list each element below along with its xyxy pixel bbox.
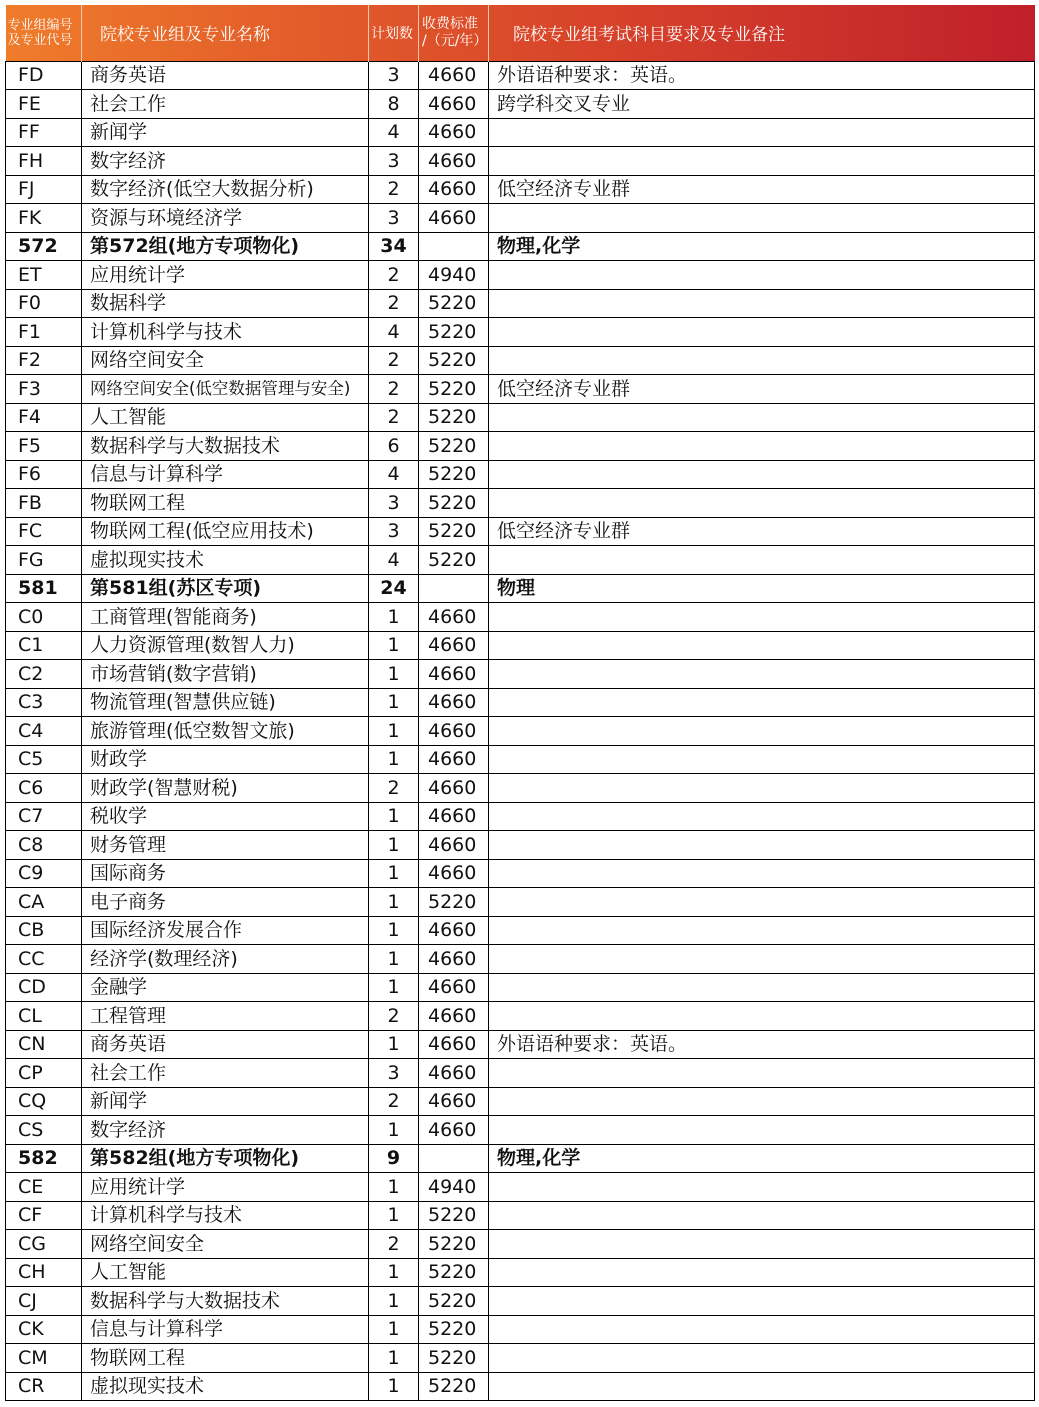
cell-note bbox=[489, 318, 1035, 347]
cell-fee: 5220 bbox=[419, 546, 489, 575]
table-row bbox=[6, 289, 1035, 318]
table-row bbox=[6, 61, 1035, 90]
cell-fee: 4660 bbox=[419, 859, 489, 888]
cell-plan: 2 bbox=[369, 1230, 419, 1259]
cell-code: CS bbox=[6, 1116, 82, 1145]
cell-fee: 5220 bbox=[419, 460, 489, 489]
cell-name: 虚拟现实技术 bbox=[82, 1372, 369, 1401]
cell-plan: 34 bbox=[369, 232, 419, 261]
cell-name: 数字经济 bbox=[82, 147, 369, 176]
cell-code: CK bbox=[6, 1315, 82, 1344]
cell-fee: 4660 bbox=[419, 118, 489, 147]
header-fee-line1: 收费标准 bbox=[422, 15, 478, 32]
cell-name: 信息与计算科学 bbox=[82, 1315, 369, 1344]
cell-note bbox=[489, 204, 1035, 233]
cell-name: 数据科学 bbox=[82, 289, 369, 318]
cell-plan: 1 bbox=[369, 660, 419, 689]
cell-name: 信息与计算科学 bbox=[82, 460, 369, 489]
cell-plan: 2 bbox=[369, 403, 419, 432]
cell-note bbox=[489, 888, 1035, 917]
cell-plan: 2 bbox=[369, 289, 419, 318]
cell-code: C9 bbox=[6, 859, 82, 888]
group-row bbox=[6, 574, 1035, 603]
cell-code: FH bbox=[6, 147, 82, 176]
cell-name: 物联网工程(低空应用技术) bbox=[82, 517, 369, 546]
cell-name: 商务英语 bbox=[82, 1030, 369, 1059]
cell-fee bbox=[419, 232, 489, 261]
table-row bbox=[6, 175, 1035, 204]
cell-code: CP bbox=[6, 1059, 82, 1088]
cell-plan: 1 bbox=[369, 1344, 419, 1373]
cell-code: 582 bbox=[6, 1144, 82, 1173]
table-row bbox=[6, 1372, 1035, 1401]
cell-plan: 2 bbox=[369, 346, 419, 375]
cell-plan: 1 bbox=[369, 1030, 419, 1059]
table-row bbox=[6, 916, 1035, 945]
cell-plan: 1 bbox=[369, 973, 419, 1002]
cell-plan: 1 bbox=[369, 603, 419, 632]
cell-code: CA bbox=[6, 888, 82, 917]
cell-fee: 4660 bbox=[419, 717, 489, 746]
cell-code: ET bbox=[6, 261, 82, 290]
cell-name: 数字经济(低空大数据分析) bbox=[82, 175, 369, 204]
cell-note bbox=[489, 1002, 1035, 1031]
cell-code: CG bbox=[6, 1230, 82, 1259]
cell-plan: 1 bbox=[369, 1315, 419, 1344]
cell-note bbox=[489, 1201, 1035, 1230]
cell-fee: 4660 bbox=[419, 745, 489, 774]
cell-code: F1 bbox=[6, 318, 82, 347]
cell-plan: 2 bbox=[369, 774, 419, 803]
table-row bbox=[6, 403, 1035, 432]
cell-fee: 5220 bbox=[419, 432, 489, 461]
cell-code: C8 bbox=[6, 831, 82, 860]
cell-note bbox=[489, 1258, 1035, 1287]
cell-note: 跨学科交叉专业 bbox=[489, 90, 1035, 119]
cell-note bbox=[489, 688, 1035, 717]
cell-note bbox=[489, 460, 1035, 489]
cell-fee: 4660 bbox=[419, 945, 489, 974]
table-row bbox=[6, 745, 1035, 774]
cell-note bbox=[489, 631, 1035, 660]
cell-name: 第582组(地方专项物化) bbox=[82, 1144, 369, 1173]
header-row bbox=[6, 5, 1035, 61]
table-row bbox=[6, 432, 1035, 461]
cell-plan: 1 bbox=[369, 802, 419, 831]
cell-note bbox=[489, 1315, 1035, 1344]
cell-note bbox=[489, 1059, 1035, 1088]
cell-fee: 4660 bbox=[419, 204, 489, 233]
cell-plan: 1 bbox=[369, 831, 419, 860]
cell-fee bbox=[419, 1144, 489, 1173]
cell-fee: 4660 bbox=[419, 973, 489, 1002]
table-row bbox=[6, 1344, 1035, 1373]
cell-code: C2 bbox=[6, 660, 82, 689]
table-row bbox=[6, 1059, 1035, 1088]
cell-name: 物联网工程 bbox=[82, 1344, 369, 1373]
cell-plan: 1 bbox=[369, 1173, 419, 1202]
cell-plan: 1 bbox=[369, 1372, 419, 1401]
cell-plan: 1 bbox=[369, 1258, 419, 1287]
cell-code: F4 bbox=[6, 403, 82, 432]
cell-name: 资源与环境经济学 bbox=[82, 204, 369, 233]
cell-note bbox=[489, 346, 1035, 375]
cell-name: 新闻学 bbox=[82, 1087, 369, 1116]
header-fee-column bbox=[419, 5, 489, 61]
cell-plan: 4 bbox=[369, 118, 419, 147]
cell-note bbox=[489, 1287, 1035, 1316]
cell-plan: 2 bbox=[369, 175, 419, 204]
cell-code: 572 bbox=[6, 232, 82, 261]
cell-code: CB bbox=[6, 916, 82, 945]
cell-code: F3 bbox=[6, 375, 82, 404]
cell-fee: 4660 bbox=[419, 660, 489, 689]
cell-code: CD bbox=[6, 973, 82, 1002]
cell-fee: 4660 bbox=[419, 916, 489, 945]
cell-name: 旅游管理(低空数智文旅) bbox=[82, 717, 369, 746]
table-row bbox=[6, 688, 1035, 717]
cell-plan: 1 bbox=[369, 916, 419, 945]
cell-plan: 1 bbox=[369, 888, 419, 917]
cell-name: 国际经济发展合作 bbox=[82, 916, 369, 945]
cell-note bbox=[489, 1230, 1035, 1259]
cell-fee: 4660 bbox=[419, 1087, 489, 1116]
cell-name: 计算机科学与技术 bbox=[82, 318, 369, 347]
table-row bbox=[6, 546, 1035, 575]
cell-plan: 1 bbox=[369, 1201, 419, 1230]
cell-name: 人工智能 bbox=[82, 1258, 369, 1287]
cell-fee: 5220 bbox=[419, 403, 489, 432]
table-row bbox=[6, 346, 1035, 375]
cell-name: 社会工作 bbox=[82, 90, 369, 119]
cell-code: FB bbox=[6, 489, 82, 518]
cell-fee: 4660 bbox=[419, 802, 489, 831]
cell-note: 低空经济专业群 bbox=[489, 375, 1035, 404]
cell-name: 商务英语 bbox=[82, 61, 369, 90]
cell-fee: 4660 bbox=[419, 147, 489, 176]
cell-note bbox=[489, 403, 1035, 432]
cell-note bbox=[489, 147, 1035, 176]
table-row bbox=[6, 118, 1035, 147]
header-code-line2: 及专业代号 bbox=[7, 32, 73, 48]
cell-fee: 5220 bbox=[419, 1372, 489, 1401]
cell-plan: 1 bbox=[369, 1116, 419, 1145]
cell-plan: 1 bbox=[369, 1287, 419, 1316]
cell-name: 财政学(智慧财税) bbox=[82, 774, 369, 803]
cell-code: CQ bbox=[6, 1087, 82, 1116]
table-row bbox=[6, 1002, 1035, 1031]
header-note-column: 院校专业组考试科目要求及专业备注 bbox=[513, 25, 785, 46]
cell-name: 工程管理 bbox=[82, 1002, 369, 1031]
cell-fee: 4660 bbox=[419, 175, 489, 204]
cell-code: C7 bbox=[6, 802, 82, 831]
group-row bbox=[6, 1144, 1035, 1173]
cell-name: 网络空间安全 bbox=[82, 346, 369, 375]
cell-plan: 1 bbox=[369, 631, 419, 660]
cell-note bbox=[489, 432, 1035, 461]
cell-plan: 6 bbox=[369, 432, 419, 461]
table-row bbox=[6, 1258, 1035, 1287]
cell-name: 应用统计学 bbox=[82, 1173, 369, 1202]
cell-code: 581 bbox=[6, 574, 82, 603]
cell-name: 税收学 bbox=[82, 802, 369, 831]
cell-code: CM bbox=[6, 1344, 82, 1373]
cell-fee: 5220 bbox=[419, 318, 489, 347]
cell-code: FC bbox=[6, 517, 82, 546]
cell-code: C4 bbox=[6, 717, 82, 746]
cell-plan: 3 bbox=[369, 61, 419, 90]
cell-name: 数字经济 bbox=[82, 1116, 369, 1145]
cell-fee: 5220 bbox=[419, 489, 489, 518]
cell-fee: 5220 bbox=[419, 1315, 489, 1344]
cell-code: C0 bbox=[6, 603, 82, 632]
cell-note: 物理,化学 bbox=[489, 1144, 1035, 1173]
cell-code: CH bbox=[6, 1258, 82, 1287]
header-fee-line2: /（元/年） bbox=[422, 32, 488, 49]
cell-fee: 5220 bbox=[419, 346, 489, 375]
cell-name: 财务管理 bbox=[82, 831, 369, 860]
cell-plan: 3 bbox=[369, 147, 419, 176]
cell-plan: 2 bbox=[369, 1002, 419, 1031]
cell-fee: 4660 bbox=[419, 603, 489, 632]
cell-note bbox=[489, 118, 1035, 147]
cell-name: 电子商务 bbox=[82, 888, 369, 917]
cell-note: 低空经济专业群 bbox=[489, 517, 1035, 546]
table-row bbox=[6, 261, 1035, 290]
cell-name: 新闻学 bbox=[82, 118, 369, 147]
cell-name: 计算机科学与技术 bbox=[82, 1201, 369, 1230]
table-row bbox=[6, 1087, 1035, 1116]
cell-fee: 5220 bbox=[419, 1201, 489, 1230]
cell-plan: 1 bbox=[369, 945, 419, 974]
table-row bbox=[6, 460, 1035, 489]
table-row bbox=[6, 831, 1035, 860]
table-row bbox=[6, 1315, 1035, 1344]
cell-fee: 4660 bbox=[419, 631, 489, 660]
cell-name: 数据科学与大数据技术 bbox=[82, 1287, 369, 1316]
table-row bbox=[6, 973, 1035, 1002]
table-row bbox=[6, 1116, 1035, 1145]
cell-fee: 5220 bbox=[419, 1287, 489, 1316]
cell-note bbox=[489, 916, 1035, 945]
cell-code: F5 bbox=[6, 432, 82, 461]
cell-fee bbox=[419, 574, 489, 603]
cell-name: 人力资源管理(数智人力) bbox=[82, 631, 369, 660]
cell-plan: 2 bbox=[369, 1087, 419, 1116]
cell-code: FJ bbox=[6, 175, 82, 204]
cell-fee: 5220 bbox=[419, 517, 489, 546]
cell-plan: 4 bbox=[369, 318, 419, 347]
cell-note bbox=[489, 717, 1035, 746]
table-header bbox=[6, 5, 1035, 61]
group-row bbox=[6, 232, 1035, 261]
cell-plan: 3 bbox=[369, 517, 419, 546]
cell-note: 外语语种要求：英语。 bbox=[489, 61, 1035, 90]
cell-code: CJ bbox=[6, 1287, 82, 1316]
cell-plan: 1 bbox=[369, 688, 419, 717]
cell-plan: 3 bbox=[369, 489, 419, 518]
cell-code: CR bbox=[6, 1372, 82, 1401]
cell-note bbox=[489, 261, 1035, 290]
table-row bbox=[6, 802, 1035, 831]
cell-fee: 5220 bbox=[419, 888, 489, 917]
table-row bbox=[6, 631, 1035, 660]
table-body bbox=[6, 61, 1035, 1401]
cell-code: FG bbox=[6, 546, 82, 575]
cell-note: 低空经济专业群 bbox=[489, 175, 1035, 204]
header-code-line1: 专业组编号 bbox=[7, 17, 73, 33]
cell-fee: 5220 bbox=[419, 375, 489, 404]
table-row bbox=[6, 318, 1035, 347]
cell-plan: 1 bbox=[369, 745, 419, 774]
cell-code: C1 bbox=[6, 631, 82, 660]
table-row bbox=[6, 1030, 1035, 1059]
cell-fee: 4660 bbox=[419, 1002, 489, 1031]
cell-plan: 1 bbox=[369, 859, 419, 888]
cell-code: FD bbox=[6, 61, 82, 90]
cell-plan: 4 bbox=[369, 546, 419, 575]
cell-name: 人工智能 bbox=[82, 403, 369, 432]
cell-code: C5 bbox=[6, 745, 82, 774]
table-row bbox=[6, 1201, 1035, 1230]
cell-code: CL bbox=[6, 1002, 82, 1031]
cell-code: C6 bbox=[6, 774, 82, 803]
cell-code: CE bbox=[6, 1173, 82, 1202]
cell-fee: 4660 bbox=[419, 1059, 489, 1088]
table-row bbox=[6, 603, 1035, 632]
cell-note bbox=[489, 603, 1035, 632]
cell-name: 财政学 bbox=[82, 745, 369, 774]
cell-note bbox=[489, 489, 1035, 518]
cell-note bbox=[489, 1116, 1035, 1145]
cell-name: 网络空间安全(低空数据管理与安全) bbox=[82, 375, 369, 404]
cell-note: 物理 bbox=[489, 574, 1035, 603]
cell-plan: 1 bbox=[369, 717, 419, 746]
cell-code: C3 bbox=[6, 688, 82, 717]
cell-plan: 3 bbox=[369, 1059, 419, 1088]
cell-fee: 4660 bbox=[419, 831, 489, 860]
cell-name: 网络空间安全 bbox=[82, 1230, 369, 1259]
cell-note bbox=[489, 973, 1035, 1002]
cell-fee: 5220 bbox=[419, 1344, 489, 1373]
cell-code: FF bbox=[6, 118, 82, 147]
cell-plan: 3 bbox=[369, 204, 419, 233]
cell-plan: 8 bbox=[369, 90, 419, 119]
cell-code: CC bbox=[6, 945, 82, 974]
cell-plan: 2 bbox=[369, 375, 419, 404]
cell-fee: 4660 bbox=[419, 1030, 489, 1059]
cell-name: 工商管理(智能商务) bbox=[82, 603, 369, 632]
cell-note bbox=[489, 1173, 1035, 1202]
table-row bbox=[6, 147, 1035, 176]
cell-fee: 4660 bbox=[419, 1116, 489, 1145]
cell-name: 虚拟现实技术 bbox=[82, 546, 369, 575]
cell-note bbox=[489, 831, 1035, 860]
table-row bbox=[6, 660, 1035, 689]
cell-name: 第581组(苏区专项) bbox=[82, 574, 369, 603]
cell-name: 国际商务 bbox=[82, 859, 369, 888]
cell-note: 物理,化学 bbox=[489, 232, 1035, 261]
cell-fee: 4660 bbox=[419, 90, 489, 119]
table-row bbox=[6, 1173, 1035, 1202]
cell-note bbox=[489, 1372, 1035, 1401]
cell-plan: 9 bbox=[369, 1144, 419, 1173]
cell-code: F0 bbox=[6, 289, 82, 318]
cell-name: 金融学 bbox=[82, 973, 369, 1002]
table-row bbox=[6, 945, 1035, 974]
cell-fee: 4660 bbox=[419, 774, 489, 803]
cell-code: FE bbox=[6, 90, 82, 119]
cell-note bbox=[489, 660, 1035, 689]
cell-fee: 4940 bbox=[419, 1173, 489, 1202]
cell-fee: 5220 bbox=[419, 1230, 489, 1259]
cell-name: 经济学(数理经济) bbox=[82, 945, 369, 974]
table-row bbox=[6, 1230, 1035, 1259]
cell-name: 数据科学与大数据技术 bbox=[82, 432, 369, 461]
cell-note bbox=[489, 745, 1035, 774]
cell-name: 应用统计学 bbox=[82, 261, 369, 290]
cell-name: 市场营销(数字营销) bbox=[82, 660, 369, 689]
cell-code: F2 bbox=[6, 346, 82, 375]
table-row bbox=[6, 859, 1035, 888]
cell-fee: 5220 bbox=[419, 1258, 489, 1287]
table-row bbox=[6, 90, 1035, 119]
cell-name: 第572组(地方专项物化) bbox=[82, 232, 369, 261]
cell-fee: 4940 bbox=[419, 261, 489, 290]
cell-note bbox=[489, 802, 1035, 831]
cell-note bbox=[489, 1344, 1035, 1373]
table-row bbox=[6, 717, 1035, 746]
table-row bbox=[6, 204, 1035, 233]
table-row bbox=[6, 489, 1035, 518]
cell-note bbox=[489, 289, 1035, 318]
cell-note bbox=[489, 945, 1035, 974]
table-row bbox=[6, 517, 1035, 546]
cell-note bbox=[489, 859, 1035, 888]
cell-note bbox=[489, 1087, 1035, 1116]
table-row bbox=[6, 774, 1035, 803]
header-plan-column: 计划数 bbox=[369, 5, 419, 61]
cell-code: F6 bbox=[6, 460, 82, 489]
cell-name: 物流管理(智慧供应链) bbox=[82, 688, 369, 717]
cell-name: 社会工作 bbox=[82, 1059, 369, 1088]
cell-plan: 24 bbox=[369, 574, 419, 603]
cell-note bbox=[489, 546, 1035, 575]
cell-code: CN bbox=[6, 1030, 82, 1059]
cell-code: FK bbox=[6, 204, 82, 233]
cell-plan: 2 bbox=[369, 261, 419, 290]
cell-note: 外语语种要求：英语。 bbox=[489, 1030, 1035, 1059]
header-code-column bbox=[6, 5, 82, 61]
admissions-table bbox=[5, 5, 1035, 1401]
cell-note bbox=[489, 774, 1035, 803]
table-row bbox=[6, 1287, 1035, 1316]
table-row bbox=[6, 888, 1035, 917]
table-row bbox=[6, 375, 1035, 404]
cell-fee: 5220 bbox=[419, 289, 489, 318]
cell-fee: 4660 bbox=[419, 688, 489, 717]
header-name-column: 院校专业组及专业名称 bbox=[82, 5, 369, 61]
cell-fee: 4660 bbox=[419, 61, 489, 90]
cell-name: 物联网工程 bbox=[82, 489, 369, 518]
cell-plan: 4 bbox=[369, 460, 419, 489]
cell-code: CF bbox=[6, 1201, 82, 1230]
